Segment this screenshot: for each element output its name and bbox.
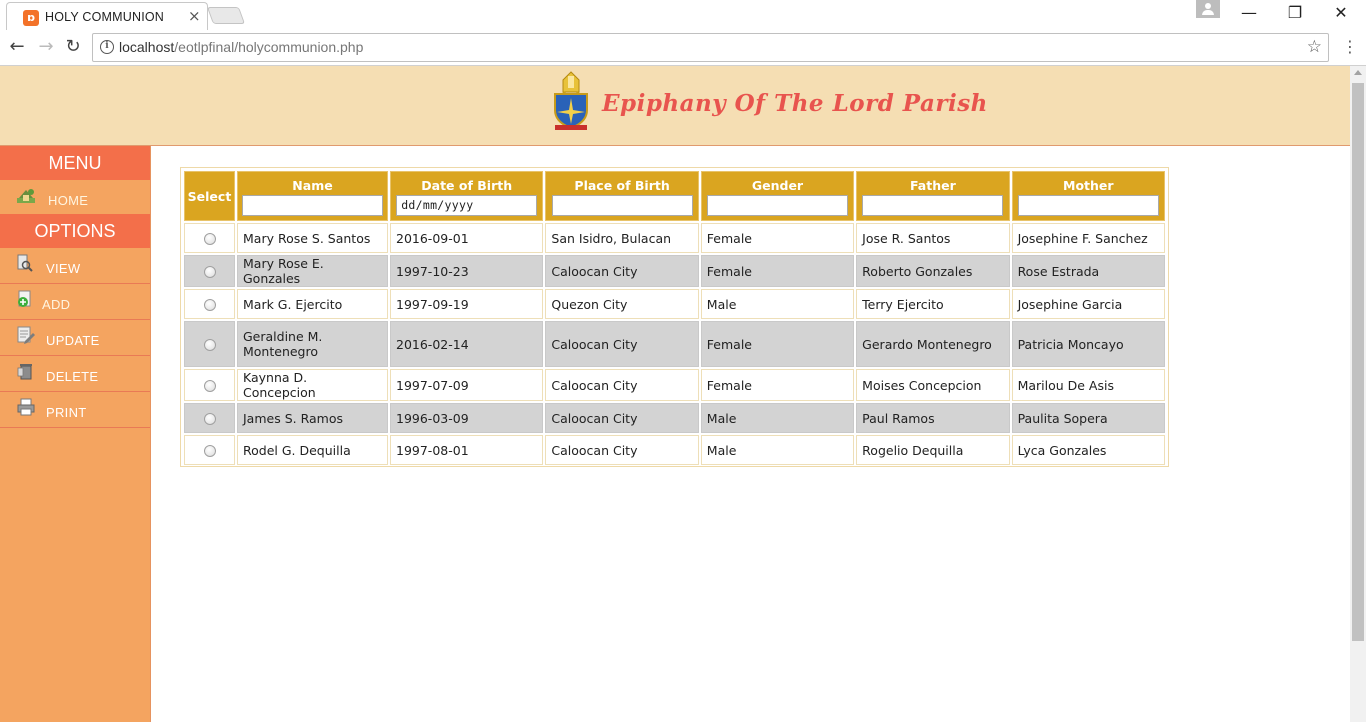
sidebar (0, 146, 151, 722)
col-place (545, 171, 698, 221)
table-row (184, 435, 1165, 465)
cell-name: Mark G. Ejercito (237, 289, 388, 319)
col-name (237, 171, 388, 221)
place-filter-input[interactable] (552, 195, 693, 216)
bookmark-star-icon[interactable]: ☆ (1306, 37, 1322, 57)
options-heading: OPTIONS (0, 214, 150, 248)
table-row (184, 321, 1165, 367)
cell-father: Gerardo Montenegro (856, 321, 1009, 367)
sidebar-item-delete[interactable] (0, 356, 150, 392)
cell-gender: Female (701, 223, 854, 253)
table-row (184, 223, 1165, 253)
cell-place: San Isidro, Bulacan (545, 223, 698, 253)
view-icon (16, 254, 36, 272)
row-select-radio[interactable] (204, 233, 216, 245)
cell-dob: 2016-09-01 (390, 223, 543, 253)
user-profile-icon[interactable] (1196, 0, 1220, 18)
browser-titlebar (0, 0, 1366, 30)
sidebar-item-label: DELETE (46, 369, 99, 384)
row-select-cell (184, 321, 235, 367)
gender-filter-input[interactable] (707, 195, 848, 216)
cell-name: Rodel G. Dequilla (237, 435, 388, 465)
col-mother-label: Mother (1063, 178, 1114, 193)
menu-heading: MENU (0, 146, 150, 180)
cell-place: Caloocan City (545, 369, 698, 401)
sidebar-item-view[interactable] (0, 248, 150, 284)
minimize-icon[interactable]: — (1241, 3, 1257, 22)
row-select-cell (184, 289, 235, 319)
sidebar-item-print[interactable] (0, 392, 150, 428)
site-info-icon[interactable]: i (100, 40, 114, 54)
browser-toolbar (0, 30, 1366, 66)
parish-crest-logo (549, 70, 593, 132)
row-select-radio[interactable] (204, 413, 216, 425)
site-header (0, 66, 1350, 146)
cell-dob: 1997-08-01 (390, 435, 543, 465)
cell-place: Caloocan City (545, 321, 698, 367)
row-select-cell (184, 403, 235, 433)
col-name-label: Name (292, 178, 333, 193)
cell-name: James S. Ramos (237, 403, 388, 433)
col-father (856, 171, 1009, 221)
cell-dob: 1996-03-09 (390, 403, 543, 433)
father-filter-input[interactable] (862, 195, 1003, 216)
cell-gender: Female (701, 321, 854, 367)
print-icon (16, 398, 36, 416)
update-icon (16, 326, 36, 344)
col-gender (701, 171, 854, 221)
col-dob (390, 171, 543, 221)
cell-place: Quezon City (545, 289, 698, 319)
col-place-label: Place of Birth (574, 178, 670, 193)
cell-father: Roberto Gonzales (856, 255, 1009, 287)
site-title: Epiphany Of The Lord Parish (602, 90, 988, 117)
cell-place: Caloocan City (545, 403, 698, 433)
col-gender-label: Gender (751, 178, 804, 193)
browser-tab[interactable] (6, 2, 208, 30)
cell-name: Geraldine M. Montenegro (237, 321, 388, 367)
cell-mother: Paulita Sopera (1012, 403, 1165, 433)
cell-mother: Josephine F. Sanchez (1012, 223, 1165, 253)
tab-title: HOLY COMMUNION (45, 10, 165, 24)
row-select-cell (184, 223, 235, 253)
sidebar-item-home[interactable] (0, 180, 150, 214)
records-table-container (180, 167, 1169, 467)
cell-name: Kaynna D. Concepcion (237, 369, 388, 401)
cell-mother: Marilou De Asis (1012, 369, 1165, 401)
cell-dob: 1997-07-09 (390, 369, 543, 401)
col-dob-label: Date of Birth (421, 178, 513, 193)
row-select-radio[interactable] (204, 445, 216, 457)
cell-dob: 1997-09-19 (390, 289, 543, 319)
name-filter-input[interactable] (242, 195, 383, 216)
reload-icon[interactable]: ↻ (65, 36, 81, 57)
cell-gender: Female (701, 369, 854, 401)
row-select-radio[interactable] (204, 266, 216, 278)
home-icon (16, 186, 36, 204)
url-text: localhost/eotlpfinal/holycommunion.php (119, 39, 364, 55)
cell-father: Moises Concepcion (856, 369, 1009, 401)
table-header-row (184, 171, 1165, 221)
cell-mother: Rose Estrada (1012, 255, 1165, 287)
forward-icon[interactable]: → (38, 36, 54, 57)
cell-dob: 1997-10-23 (390, 255, 543, 287)
row-select-cell (184, 255, 235, 287)
table-row (184, 369, 1165, 401)
sidebar-item-label: ADD (42, 297, 71, 312)
cell-father: Rogelio Dequilla (856, 435, 1009, 465)
cell-mother: Patricia Moncayo (1012, 321, 1165, 367)
close-window-icon[interactable]: ✕ (1334, 3, 1348, 22)
back-icon[interactable]: ← (9, 36, 25, 57)
cell-name: Mary Rose S. Santos (237, 223, 388, 253)
xampp-favicon-icon: ɒ (23, 10, 39, 26)
cell-place: Caloocan City (545, 255, 698, 287)
browser-menu-icon[interactable]: ⋮ (1342, 37, 1358, 56)
col-father-label: Father (909, 178, 956, 193)
cell-dob: 2016-02-14 (390, 321, 543, 367)
row-select-cell (184, 369, 235, 401)
scroll-up-arrow-icon[interactable] (1354, 70, 1362, 75)
new-tab-button[interactable] (207, 7, 245, 24)
restore-icon[interactable]: ❐ (1287, 3, 1303, 22)
page-viewport (0, 66, 1350, 722)
delete-icon (16, 362, 36, 380)
cell-father: Terry Ejercito (856, 289, 1009, 319)
tab-close-icon[interactable]: × (188, 7, 201, 25)
dob-filter-input[interactable]: dd/mm/yyyy (396, 195, 537, 216)
cell-gender: Male (701, 403, 854, 433)
table-row (184, 255, 1165, 287)
table-row (184, 403, 1165, 433)
row-select-cell (184, 435, 235, 465)
col-mother (1012, 171, 1165, 221)
cell-gender: Male (701, 289, 854, 319)
sidebar-item-label: PRINT (46, 405, 87, 420)
cell-name: Mary Rose E. Gonzales (237, 255, 388, 287)
address-bar[interactable] (92, 33, 1329, 62)
mother-filter-input[interactable] (1018, 195, 1159, 216)
cell-place: Caloocan City (545, 435, 698, 465)
scrollbar-thumb[interactable] (1352, 83, 1364, 641)
sidebar-item-update[interactable] (0, 320, 150, 356)
cell-mother: Lyca Gonzales (1012, 435, 1165, 465)
row-select-radio[interactable] (204, 380, 216, 392)
cell-gender: Female (701, 255, 854, 287)
row-select-radio[interactable] (204, 339, 216, 351)
col-select: Select (184, 171, 235, 221)
cell-father: Paul Ramos (856, 403, 1009, 433)
cell-gender: Male (701, 435, 854, 465)
sidebar-item-label: VIEW (46, 261, 81, 276)
row-select-radio[interactable] (204, 299, 216, 311)
add-icon (16, 290, 36, 308)
holy-communion-table (182, 169, 1167, 467)
sidebar-item-label: UPDATE (46, 333, 100, 348)
sidebar-item-label: HOME (48, 193, 89, 208)
cell-mother: Josephine Garcia (1012, 289, 1165, 319)
table-row (184, 289, 1165, 319)
page-scrollbar[interactable] (1350, 66, 1366, 722)
sidebar-item-add[interactable] (0, 284, 150, 320)
cell-father: Jose R. Santos (856, 223, 1009, 253)
